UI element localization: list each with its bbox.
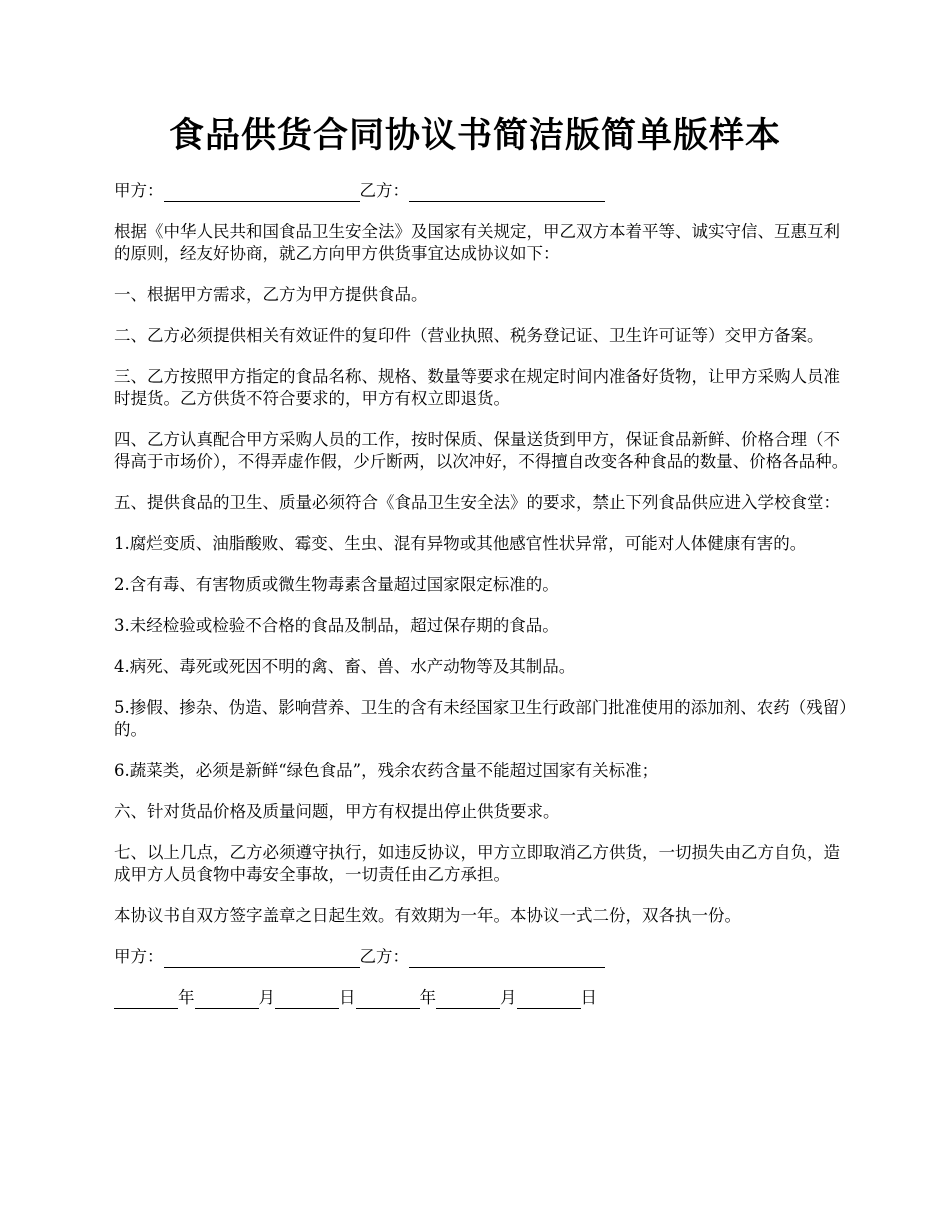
year-blank-b — [356, 991, 420, 1009]
day-label-a: 日 — [339, 988, 356, 1007]
year-label-b: 年 — [419, 988, 436, 1007]
party-signature-line-top — [114, 180, 854, 202]
year-label-a: 年 — [178, 988, 195, 1007]
paragraph-item-5: 5.掺假、掺杂、伪造、影响营养、卫生的含有未经国家卫生行政部门批准使用的添加剂、农药（残留）的。 — [114, 698, 848, 739]
month-blank-b — [436, 991, 500, 1009]
day-blank-b — [517, 991, 581, 1009]
day-label-b: 日 — [580, 988, 597, 1007]
date-line — [114, 987, 854, 1009]
month-label-a: 月 — [258, 988, 275, 1007]
party-a-label: 甲方： — [114, 947, 164, 966]
paragraph-clause-4: 四、乙方认真配合甲方采购人员的工作，按时保质、保量送货到甲方，保证食品新鲜、价格合理（不得高于市场价），不得弄虚作假，少斤断两，以次冲好，不得擅自改变各种食品的数量、价格各品种。 — [114, 430, 849, 471]
paragraph-clause-1: 一、根据甲方需求，乙方为甲方提供食品。 — [114, 285, 428, 304]
paragraph-clause-3: 三、乙方按照甲方指定的食品名称、规格、数量等要求在规定时间内准备好货物，让甲方采购人员准时提货。乙方供货不符合要求的，甲方有权立即退货。 — [114, 367, 840, 408]
paragraph-clause-2: 二、乙方必须提供相关有效证件的复印件（营业执照、税务登记证、卫生许可证等）交甲方备案。 — [114, 326, 824, 345]
party-a-blank — [164, 184, 360, 202]
party-a-blank — [164, 950, 360, 968]
party-a-label: 甲方： — [114, 181, 164, 200]
party-b-blank — [409, 184, 605, 202]
month-blank-a — [195, 991, 259, 1009]
party-b-label: 乙方： — [359, 181, 409, 200]
year-blank-a — [114, 991, 178, 1009]
paragraph-item-3: 3.未经检验或检验不合格的食品及制品，超过保存期的食品。 — [114, 616, 559, 635]
day-blank-a — [275, 991, 339, 1009]
paragraph-effective: 本协议书自双方签字盖章之日起生效。有效期为一年。本协议一式二份，双各执一份。 — [114, 906, 741, 925]
paragraph-item-2: 2.含有毒、有害物质或微生物毒素含量超过国家限定标准的。 — [114, 575, 559, 594]
document-body — [114, 180, 854, 1009]
paragraph-clause-7: 七、以上几点，乙方必须遵守执行，如违反协议，甲方立即取消乙方供货，一切损失由乙方自负，造成甲方人员食物中毒安全事故，一切责任由乙方承担。 — [114, 843, 840, 884]
document-title: 食品供货合同协议书简洁版简单版样本 — [168, 115, 781, 156]
party-b-label: 乙方： — [359, 947, 409, 966]
paragraph-preamble: 根据《中华人民共和国食品卫生安全法》及国家有关规定，甲乙双方本着平等、诚实守信、互惠互利的原则，经友好协商，就乙方向甲方供货事宜达成协议如下： — [114, 222, 840, 263]
month-label-b: 月 — [500, 988, 517, 1007]
paragraph-item-6: 6.蔬菜类，必须是新鲜“绿色食品”，残余农药含量不能超过国家有关标准； — [114, 761, 659, 780]
paragraph-item-1: 1.腐烂变质、油脂酸败、霉变、生虫、混有异物或其他感官性状异常，可能对人体健康有害的。 — [114, 534, 807, 553]
party-b-blank — [409, 950, 605, 968]
party-signature-line-bottom — [114, 946, 854, 968]
paragraph-clause-6: 六、针对货品价格及质量问题，甲方有权提出停止供货要求。 — [114, 802, 560, 821]
paragraph-item-4: 4.病死、毒死或死因不明的禽、畜、兽、水产动物等及其制品。 — [114, 657, 576, 676]
paragraph-clause-5: 五、提供食品的卫生、质量必须符合《食品卫生安全法》的要求，禁止下列食品供应进入学校食堂： — [114, 493, 840, 512]
